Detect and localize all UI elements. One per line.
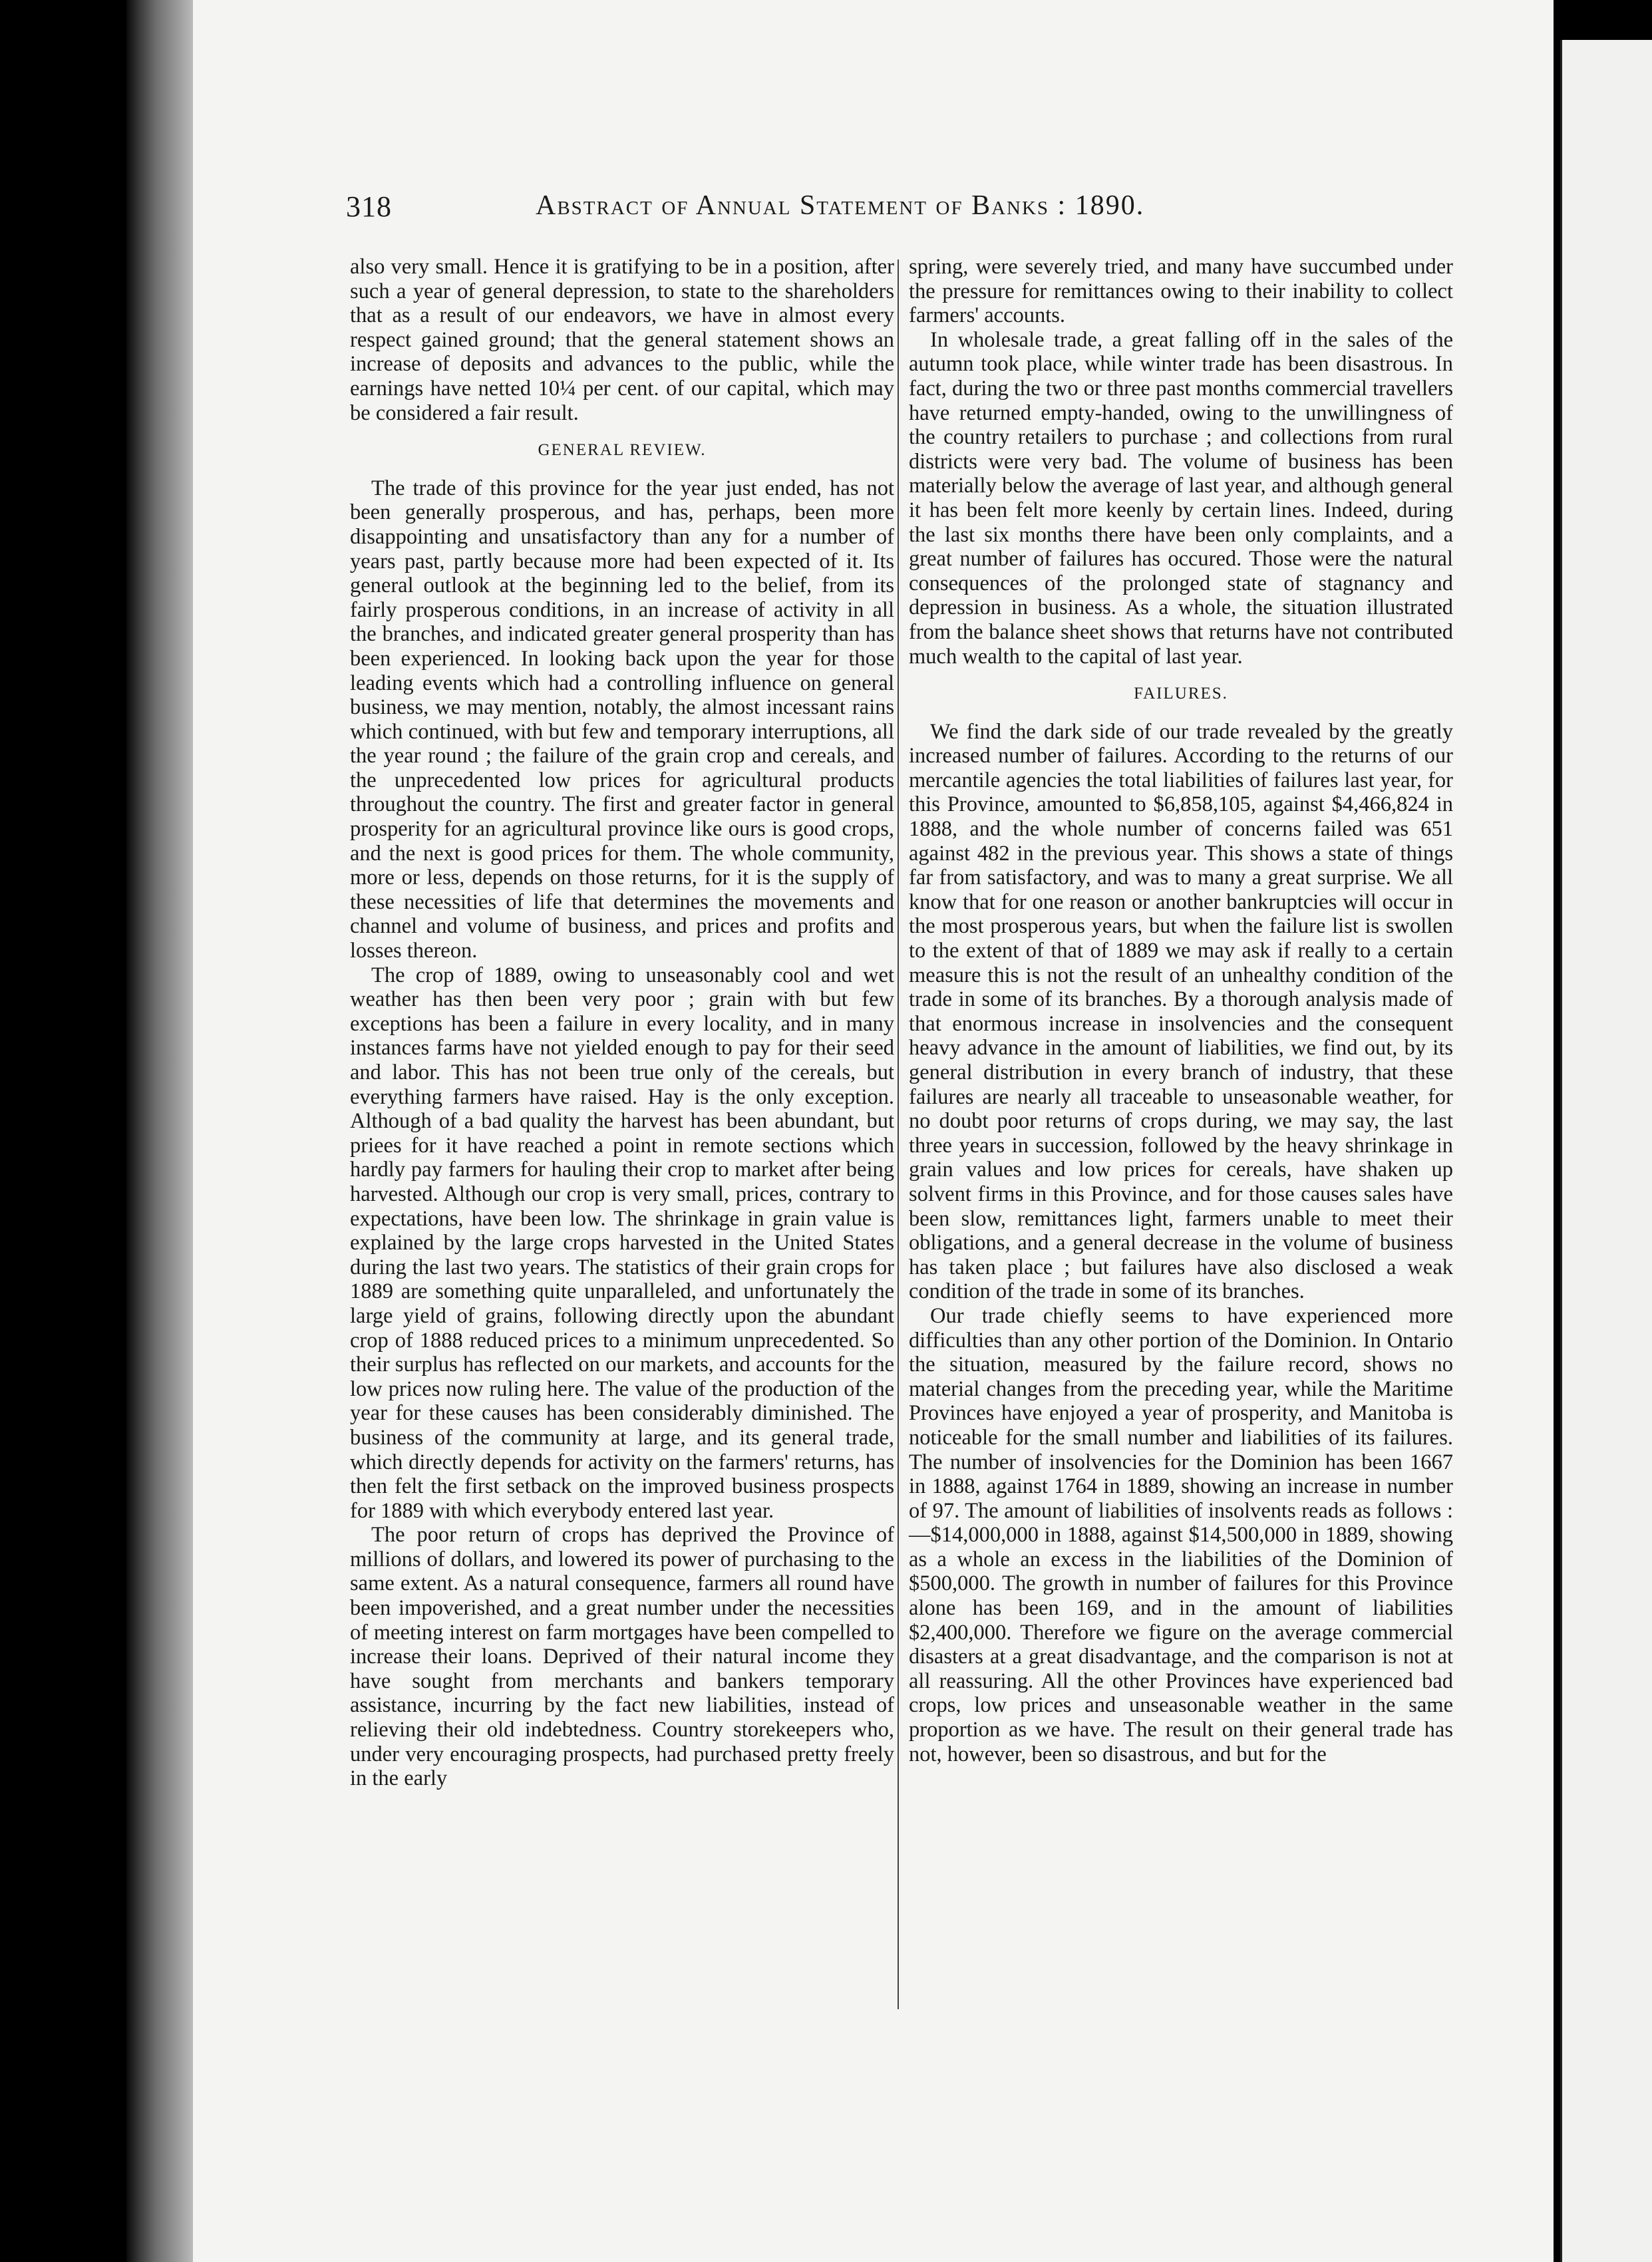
section-heading-failures: FAILURES. (1134, 685, 1228, 703)
paragraph: In wholesale trade, a great falling off in the sales of the autumn took place, while winter trade has been disastrous. In fact, during the two or three past months commercial travellers have returned empty-handed, owing to the unwillingness of the country retailers to purchase ; and collections from rural districts were very bad. The volume of business has been materially below the average of last year, and although general it has been felt more keenly by certain lines. Indeed, during the last six months there have been only complaints, and a great number of failures has occured. Those were the natural consequences of the prolonged state of stagnancy and depression in business. As a whole, the situation illustrated from the balance sheet shows that returns have not contributed much wealth to the capital of last year. (909, 327, 1453, 669)
page-header (346, 190, 1464, 236)
paragraph: The trade of this province for the year just ended, has not been generally prosperous, and has, perhaps, been more disappointing and unsatisfactory than any for a number of years past, partly because more had been expected of it. Its general outlook at the beginning led to the belief, from its fairly prosperous conditions, in an increase of activity in all the branches, and indicated greater general prosperity than has been experienced. In looking back upon the year for those leading events which had a controlling influence on general business, we may mention, notably, the almost incessant rains which continued, with but few and temporary interruptions, all the year round ; the failure of the grain crop and cereals, and the unprecedented low prices for agricultural products throughout the country. The first and greater factor in general prosperity for an agricultural province like ours is good crops, and the next is good prices for them. The whole community, more or less, depends on those returns, for it is the supply of these necessities of life that determines the movements and channel and volume of business, and prices and profits and losses thereon. (350, 476, 894, 963)
running-title: Abstract of Annual Statement of Banks : 1890. (536, 190, 1145, 221)
book-page-edges (126, 0, 200, 2262)
section-heading-general-review: GENERAL REVIEW. (538, 441, 707, 460)
paragraph: spring, were severely tried, and many have succumbed under the pressure for remittances owing to their inability to collect farmers' accounts. (909, 255, 1453, 328)
paragraph: Our trade chiefly seems to have experienced more difficulties than any other portion of the Dominion. In Ontario the situation, measured by the failure record, shows no material changes from the preceding year, while the Maritime Provinces have enjoyed a year of prosperity, and Manitoba is noticeable for the small number and liabilities of its failures. The number of insolvencies for the Dominion has been 1667 in 1888, against 1764 in 1889, showing an increase in number of 97. The amount of liabilities of insolvents reads as follows :—$14,000,000 in 1888, against $14,500,000 in 1889, showing as a whole an excess in the liabilities of the Dominion of $500,000. The growth in number of failures for this Province alone has been 169, and in the amount of liabilities $2,400,000. Therefore we figure on the average commercial disasters at a great disadvantage, and the comparison is not at all reassuring. All the other Provinces have experienced bad crops, low prices and unseasonable weather in the same proportion as we have. The result on their general trade has not, however, been so disastrous, and but for the (909, 1303, 1453, 1766)
paragraph: also very small. Hence it is gratifying to be in a position, after such a year of general depression, to state to the shareholders that as a result of our endeavors, we have in almost every respect gained ground; that the general statement shows an increase of deposits and advances to the public, while the earnings have netted 10¼ per cent. of our capital, which may be considered a fair result. (350, 255, 894, 425)
adjacent-page-edge (1560, 40, 1652, 2262)
page-number: 318 (346, 190, 392, 223)
column-divider (898, 259, 899, 2009)
left-column (350, 255, 894, 1791)
paragraph: The poor return of crops has deprived the Province of millions of dollars, and lowered its power of purchasing to the same extent. As a natural consequence, farmers all round have been impoverished, and a great number under the necessities of meeting interest on farm mortgages have been compelled to increase their loans. Deprived of their natural income they have sought from merchants and bankers temporary assistance, incurring by the fact new liabilities, instead of relieving their old indebtedness. Country storekeepers who, under very encouraging prospects, had purchased pretty freely in the early (350, 1523, 894, 1791)
right-column (909, 255, 1453, 1766)
paragraph: We find the dark side of our trade revealed by the greatly increased number of failures. According to the returns of our mercantile agencies the total liabilities of failures last year, for this Province, amounted to $6,858,105, against $4,466,824 in 1888, and the whole number of concerns failed was 651 against 482 in the previous year. This shows a state of things far from satisfactory, and was to many a great surprise. We all know that for one reason or another bankruptcies will occur in the most prosperous years, but when the failure list is swollen to the extent of that of 1889 we may ask if really to a certain measure this is not the result of an unhealthy condition of the trade in some of its branches. By a thorough analysis made of that enormous increase in insolvencies and the consequent heavy advance in the amount of liabilities, we find out, by its general distribution in every branch of industry, that these failures are nearly all traceable to unseasonable weather, for no doubt poor returns of crops during, we may say, the last three years in succession, followed by the heavy shrinkage in grain values and low prices for cereals, have shaken up solvent firms in this Province, and for those causes sales have been slow, remittances light, farmers unable to meet their obligations, and a general decrease in the volume of business has taken place ; but failures have also disclosed a weak condition of the trade in some of its branches. (909, 719, 1453, 1304)
paragraph: The crop of 1889, owing to unseasonably cool and wet weather has then been very poor ; grain with but few exceptions has been a failure in every locality, and in many instances farms have not yielded enough to pay for their seed and labor. This has not been true only of the cereals, but everything farmers have raised. Hay is the only exception. Although of a bad quality the harvest has been abundant, but priees for it have reached a point in remote sections which hardly pay farmers for hauling their crop to market after being harvested. Although our crop is very small, prices, contrary to expectations, have been low. The shrinkage in grain value is explained by the large crops harvested in the United States during the last two years. The statistics of their grain crops for 1889 are something quite unparalleled, and unfortunately the large yield of grains, following directly upon the abundant crop of 1888 reduced prices to a minimum unprecedented. So their surplus has reflected on our markets, and accounts for the low prices now ruling here. The value of the production of the year for these causes has been considerably diminished. The business of the community at large, and its general trade, which directly depends for activity on the farmers' returns, has then felt the first setback on the improved business prospects for 1889 with which everybody entered last year. (350, 963, 894, 1523)
